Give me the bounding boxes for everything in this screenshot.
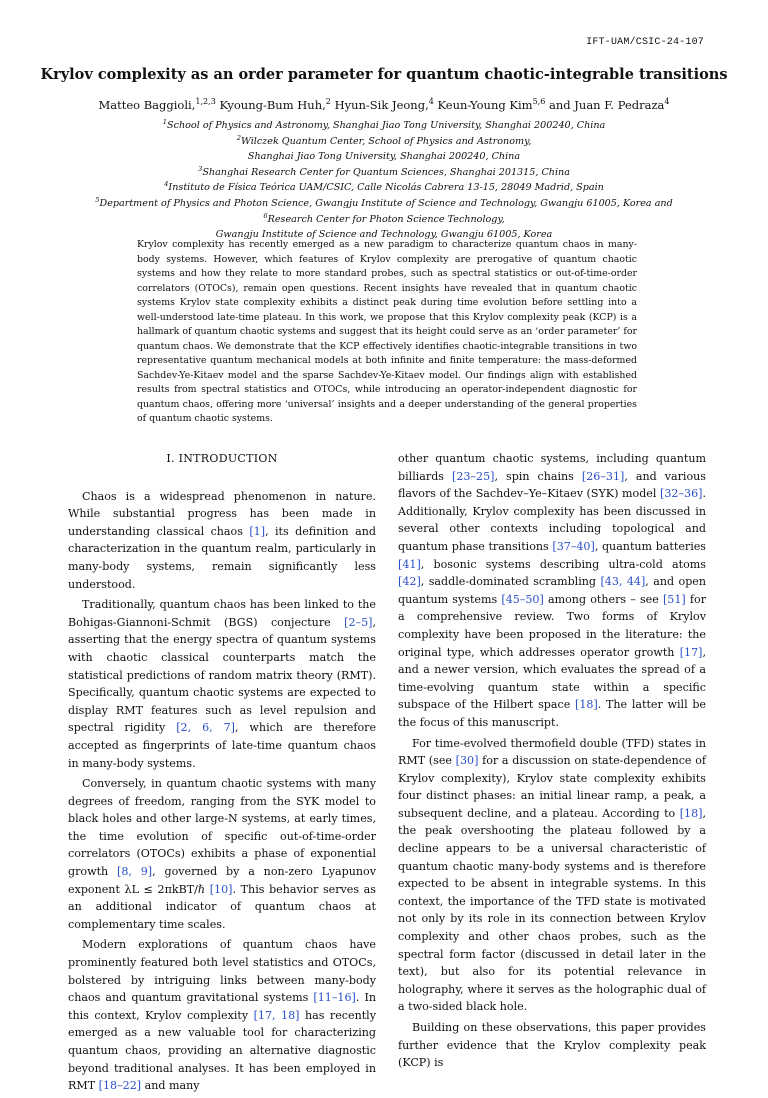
affiliations bbox=[0, 118, 768, 243]
citation-link[interactable]: [43, 44] bbox=[600, 575, 646, 589]
citation-link[interactable]: [45–50] bbox=[501, 592, 544, 606]
paragraph: Modern explorations of quantum chaos have prominently featured both level statistics and OTOCs, bolstered by intriguing links between many-body chaos and quantum gravitational systems [11–16]. In this context, Krylov complexity [17, 18] has recently emerged as a new valuable tool for characterizing quantum chaos, providing an alternative diagnostic beyond traditional analyses. It has been employed in RMT [18–22] and many bbox=[68, 938, 376, 1093]
citation-link[interactable]: [2–5] bbox=[344, 615, 373, 629]
citation-link[interactable]: [8, 9] bbox=[117, 865, 153, 879]
abstract: Krylov complexity has recently emerged as a new paradigm to characterize quantum chaos in many-body systems. However, which features of Krylov complexity are prerogative of quantum chaotic systems and how they relate to more standard probes, such as spectral statistics or out-of-time-order correlators (OTOCs), remain open questions. Recent insights have revealed that in quantum chaotic systems Krylov state complexity exhibits a distinct peak during time evolution before settling into a well-understood late-time plateau. In this work, we propose that this Krylov complexity peak (KCP) is a hallmark of quantum chaotic systems and suggest that its height could serve as an ‘order parameter’ for quantum chaos. We demonstrate that the KCP effectively identifies chaotic-integrable transitions in two representative quantum mechanical models at both infinite and finite temperature: the mass-deformed Sachdev-Ye-Kitaev model and the sparse Sachdev-Ye-Kitaev model. Our findings align with established results from spectral statistics and OTOCs, while introducing an operator-independent diagnostic for quantum chaos, offering more ‘universal’ insights and a deeper understanding of the general properties of quantum chaotic systems. bbox=[137, 239, 637, 424]
citation-link[interactable]: [37–40] bbox=[552, 539, 595, 553]
paragraph: Conversely, in quantum chaotic systems with many degrees of freedom, ranging from the SYK model to black holes and other large-N systems, at early times, the time evolution of specific out-of-time-order correlators (OTOCs) exhibits a phase of exponential growth [8, 9], governed by a non-zero Lyapunov exponent λL ≤ 2πkBT/ℏ [10]. This behavior serves as an additional indicator of quantum chaos at complementary time scales. bbox=[68, 777, 376, 931]
citation-link[interactable]: [11–16] bbox=[313, 991, 356, 1005]
citation-link[interactable]: [2, 6, 7] bbox=[176, 721, 235, 735]
citation-link[interactable]: [17, 18] bbox=[253, 1008, 300, 1022]
citation-link[interactable]: [18] bbox=[575, 698, 598, 712]
citation-link[interactable]: [32–36] bbox=[660, 487, 703, 501]
left-column bbox=[68, 450, 376, 1098]
paper-title: Krylov complexity as an order parameter for quantum chaotic-integrable transitions bbox=[40, 66, 728, 83]
section-heading: I. INTRODUCTION bbox=[166, 452, 278, 465]
citation-link[interactable]: [51] bbox=[662, 592, 686, 606]
citation-link[interactable]: [17] bbox=[679, 645, 703, 659]
paragraph: Chaos is a widespread phenomenon in nature. While substantial progress has been made in understanding classical chaos [1], its definition and characterization in the quantum realm, particularly in many-body systems, remain significantly less understood. bbox=[68, 489, 376, 591]
affiliation: $^3$Shanghai Research Center for Quantum Sciences, Shanghai 201315, China bbox=[198, 164, 570, 178]
affiliation: $^4$Instituto de Física Teórica UAM/CSIC, Calle Nicolás Cabrera 13-15, 28049 Madrid, Spain bbox=[164, 180, 604, 194]
affiliation: $^5$Department of Physics and Photon Science, Gwangju Institute of Science and Technology, Gwangju 61005, Korea and bbox=[95, 195, 673, 209]
author: and Juan F. Pedraza$^4$ bbox=[549, 97, 670, 112]
paragraph: Traditionally, quantum chaos has been linked to the Bohigas-Giannoni-Schmit (BGS) conjecture [2–5], asserting that the energy spectra of quantum systems with chaotic classical counterparts match the statistical predictions of random matrix theory (RMT). Specifically, quantum chaotic systems are expected to display RMT features such as level repulsion and spectral rigidity [2, 6, 7], which are therefore accepted as fingerprints of late-time quantum chaos in many-body systems. bbox=[68, 598, 377, 770]
author: Keun-Young Kim$^{5,6}$ bbox=[437, 97, 546, 112]
affiliation: Gwangju Institute of Science and Technology, Gwangju 61005, Korea bbox=[215, 229, 553, 241]
affiliation: Shanghai Jiao Tong University, Shanghai 200240, China bbox=[247, 151, 521, 163]
author: Hyun-Sik Jeong,$^4$ bbox=[334, 97, 434, 112]
author-list bbox=[0, 98, 768, 112]
affiliation: $^1$School of Physics and Astronomy, Shanghai Jiao Tong University, Shanghai 200240, China bbox=[162, 117, 606, 131]
affiliation: $^2$Wilczek Quantum Center, School of Physics and Astronomy, bbox=[236, 133, 532, 147]
citation-link[interactable]: [18–22] bbox=[98, 1079, 142, 1093]
citation-link[interactable]: [42] bbox=[398, 575, 421, 589]
citation-link[interactable]: [18] bbox=[679, 806, 703, 820]
report-number: IFT-UAM/CSIC-24-107 bbox=[586, 37, 704, 48]
citation-link[interactable]: [23–25] bbox=[452, 469, 495, 483]
author: Kyoung-Bum Huh,$^2$ bbox=[219, 97, 331, 112]
affiliation: $^6$Research Center for Photon Science Technology, bbox=[263, 211, 505, 225]
citation-link[interactable]: [41] bbox=[398, 557, 421, 571]
citation-link[interactable]: [10] bbox=[209, 882, 233, 896]
right-column bbox=[398, 450, 706, 1075]
paragraph: Building on these observations, this paper provides further evidence that the Krylov complexity peak (KCP) is bbox=[398, 1021, 706, 1070]
paragraph: For time-evolved thermofield double (TFD) states in RMT (see [30] for a discussion on state-dependence of Krylov complexity), Krylov state complexity exhibits four distinct phases: an initial linear ramp, a peak, a subsequent decline, and a plateau. According to [18], the peak overshooting the plateau followed by a decline appears to be a universal characteristic of quantum chaotic many-body systems and is therefore expected to be absent in integrable systems. In this context, the importance of the TFD state is motivated not only by its role in its connection between Krylov complexity and other chaos probes, such as the spectral form factor (discussed in detail later in the text), but also for its potential relevance in holography, where it serves as the holographic dual of a two-sided black hole. bbox=[398, 736, 706, 1014]
citation-link[interactable]: [30] bbox=[455, 754, 479, 768]
citation-link[interactable]: [26–31] bbox=[581, 469, 625, 483]
paragraph: other quantum chaotic systems, including quantum billiards [23–25], spin chains [26–31], and various flavors of the Sachdev–Ye–Kitaev (SYK) model [32–36]. Additionally, Krylov complexity has been discussed in several other contexts including topological and quantum phase transitions [37–40], quantum batteries [41], bosonic systems describing ultra-cold atoms [42], saddle-dominated scrambling [43, 44], and open quantum systems [45–50] among others – see [51] for a comprehensive review. Two forms of Krylov complexity have been proposed in the literature: the original type, which addresses operator growth [17], and a newer version, which evaluates the spread of a time-evolving quantum state within a specific subspace of the Hilbert space [18]. The latter will be the focus of this manuscript. bbox=[398, 452, 707, 729]
author: Matteo Baggioli,$^{1,2,3}$ bbox=[98, 97, 216, 112]
citation-link[interactable]: [1] bbox=[249, 524, 266, 538]
